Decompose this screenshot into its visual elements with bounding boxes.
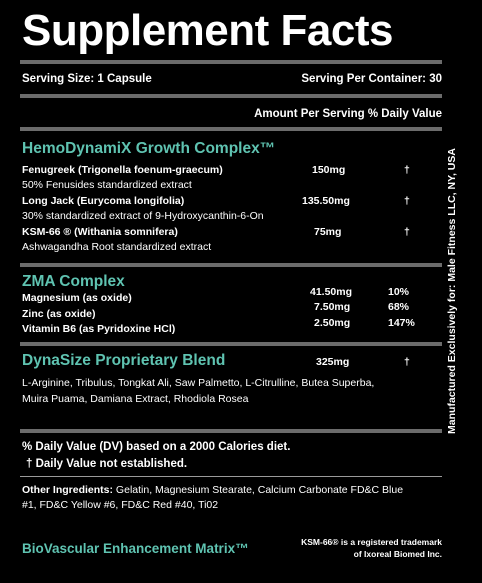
divider: [20, 60, 442, 64]
blend-dv: †: [404, 356, 410, 368]
ingredient-dv: 147%: [388, 317, 415, 329]
section-heading-dynasize: DynaSize Proprietary Blend: [22, 352, 226, 369]
trademark-line: of Ixoreal Biomed Inc.: [353, 549, 442, 559]
ingredient-amount: 135.50mg: [302, 195, 350, 207]
ingredient-name: Long Jack (Eurycoma longifolia): [22, 195, 185, 207]
section-heading-zma: ZMA Complex: [22, 273, 125, 290]
ingredient-note: 50% Fenusides standardized extract: [22, 179, 192, 191]
dv-footnote: % Daily Value (DV) based on a 2000 Calories diet.: [22, 441, 291, 453]
ingredient-dv: †: [404, 164, 410, 176]
manufacturer-text: Manufactured Exclusively for: Male Fitness LLC, NY, USA: [446, 148, 458, 434]
ingredient-note: Ashwagandha Root standardized extract: [22, 241, 212, 253]
other-ingredients-label: Other Ingredients:: [22, 484, 114, 496]
ingredient-amount: 2.50mg: [314, 317, 351, 329]
ingredient-amount: 41.50mg: [310, 286, 353, 298]
ingredient-amount: 150mg: [312, 164, 346, 176]
dagger-footnote: † Daily Value not established.: [26, 458, 188, 470]
amount-header: Amount Per Serving % Daily Value: [254, 108, 442, 120]
divider: [20, 429, 442, 433]
other-ingredients-line: #1, FD&C Yellow #6, FD&C Red #40, Ti02: [22, 499, 219, 511]
trademark-line: KSM-66® is a registered trademark: [301, 537, 442, 547]
ingredient-note: 30% standardized extract of 9-Hydroxycanthin-6-On: [22, 210, 264, 222]
ingredient-amount: 7.50mg: [314, 301, 351, 313]
ingredient-dv: †: [404, 195, 410, 207]
divider: [20, 342, 442, 346]
blend-ingredients-line: L-Arginine, Tribulus, Tongkat Ali, Saw Palmetto, L-Citrulline, Butea Superba,: [22, 377, 375, 389]
divider: [20, 476, 442, 477]
divider: [20, 127, 442, 131]
blend-amount: 325mg: [316, 356, 350, 368]
brand-line: BioVascular Enhancement Matrix™: [22, 541, 249, 556]
divider: [20, 94, 442, 98]
other-ingredients-line: [22, 484, 403, 497]
blend-ingredients-line: Muira Puama, Damiana Extract, Rhodiola Rosea: [22, 393, 249, 405]
serving-size: Serving Size: 1 Capsule: [22, 73, 152, 85]
section-heading-hemodynamix: HemoDynamiX Growth Complex™: [22, 140, 276, 157]
ingredient-name: Fenugreek (Trigonella foenum-graecum): [22, 164, 223, 176]
ingredient-dv: 10%: [388, 286, 410, 298]
serving-per-container: Serving Per Container: 30: [301, 73, 442, 85]
ingredient-name: Zinc (as oxide): [22, 308, 96, 320]
ingredient-name: KSM-66 ® (Withania somnifera): [22, 226, 178, 238]
ingredient-dv: †: [404, 226, 410, 238]
other-ingredients-text: Gelatin, Magnesium Stearate, Calcium Carbonate FD&C Blue: [113, 484, 404, 496]
ingredient-name: Magnesium (as oxide): [22, 292, 132, 304]
divider: [20, 263, 442, 267]
panel-title: Supplement Facts: [22, 6, 393, 55]
ingredient-amount: 75mg: [314, 226, 342, 238]
ingredient-dv: 68%: [388, 301, 410, 313]
ingredient-name: Vitamin B6 (as Pyridoxine HCl): [22, 323, 176, 335]
